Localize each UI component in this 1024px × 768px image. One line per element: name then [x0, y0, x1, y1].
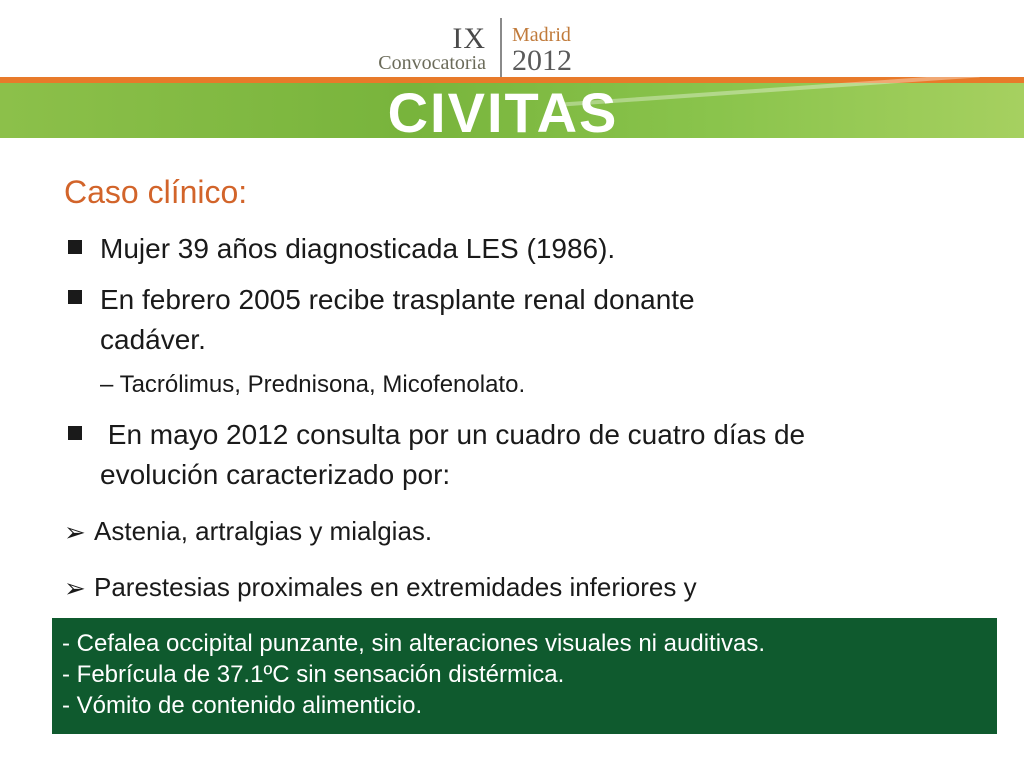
- logo-city: Madrid: [512, 24, 571, 46]
- overlay-line: - Febrícula de 37.1ºC sin sensación distérmica.: [62, 661, 565, 688]
- bullet-text-continued: cadáver.: [100, 324, 206, 355]
- arrow-item-text: Astenia, artralgias y mialgias.: [94, 516, 433, 546]
- logo-convocatoria: Convocatoria: [378, 52, 486, 74]
- bullet-square-icon: [68, 240, 82, 254]
- bullet-text: Mujer 39 años diagnosticada LES (1986).: [100, 233, 616, 264]
- sub-bullet-medications: – Tacrólimus, Prednisona, Micofenolato.: [100, 371, 526, 398]
- symptoms-overlay-box: [52, 618, 997, 734]
- overlay-line: - Vómito de contenido alimenticio.: [62, 692, 423, 719]
- logo-divider: [500, 18, 502, 80]
- logo-year: 2012: [512, 44, 572, 77]
- bullet-text-continued: evolución caracterizado por:: [100, 459, 451, 490]
- event-logo: [360, 18, 620, 80]
- arrow-bullet-icon: ➢: [64, 573, 86, 603]
- bullet-text: En febrero 2005 recibe trasplante renal donante: [100, 284, 695, 315]
- arrow-item-text: Parestesias proximales en extremidades inferiores y: [94, 572, 697, 602]
- bullet-square-icon: [68, 426, 82, 440]
- slide-title: Caso clínico:: [64, 174, 248, 210]
- brand-title: CIVITAS: [387, 81, 619, 144]
- overlay-line: - Cefalea occipital punzante, sin alteraciones visuales ni auditivas.: [62, 630, 766, 657]
- logo-edition: IX: [452, 22, 486, 55]
- bullet-square-icon: [68, 290, 82, 304]
- arrow-bullet-icon: ➢: [64, 517, 86, 547]
- bullet-text: En mayo 2012 consulta por un cuadro de cuatro días de: [100, 419, 806, 450]
